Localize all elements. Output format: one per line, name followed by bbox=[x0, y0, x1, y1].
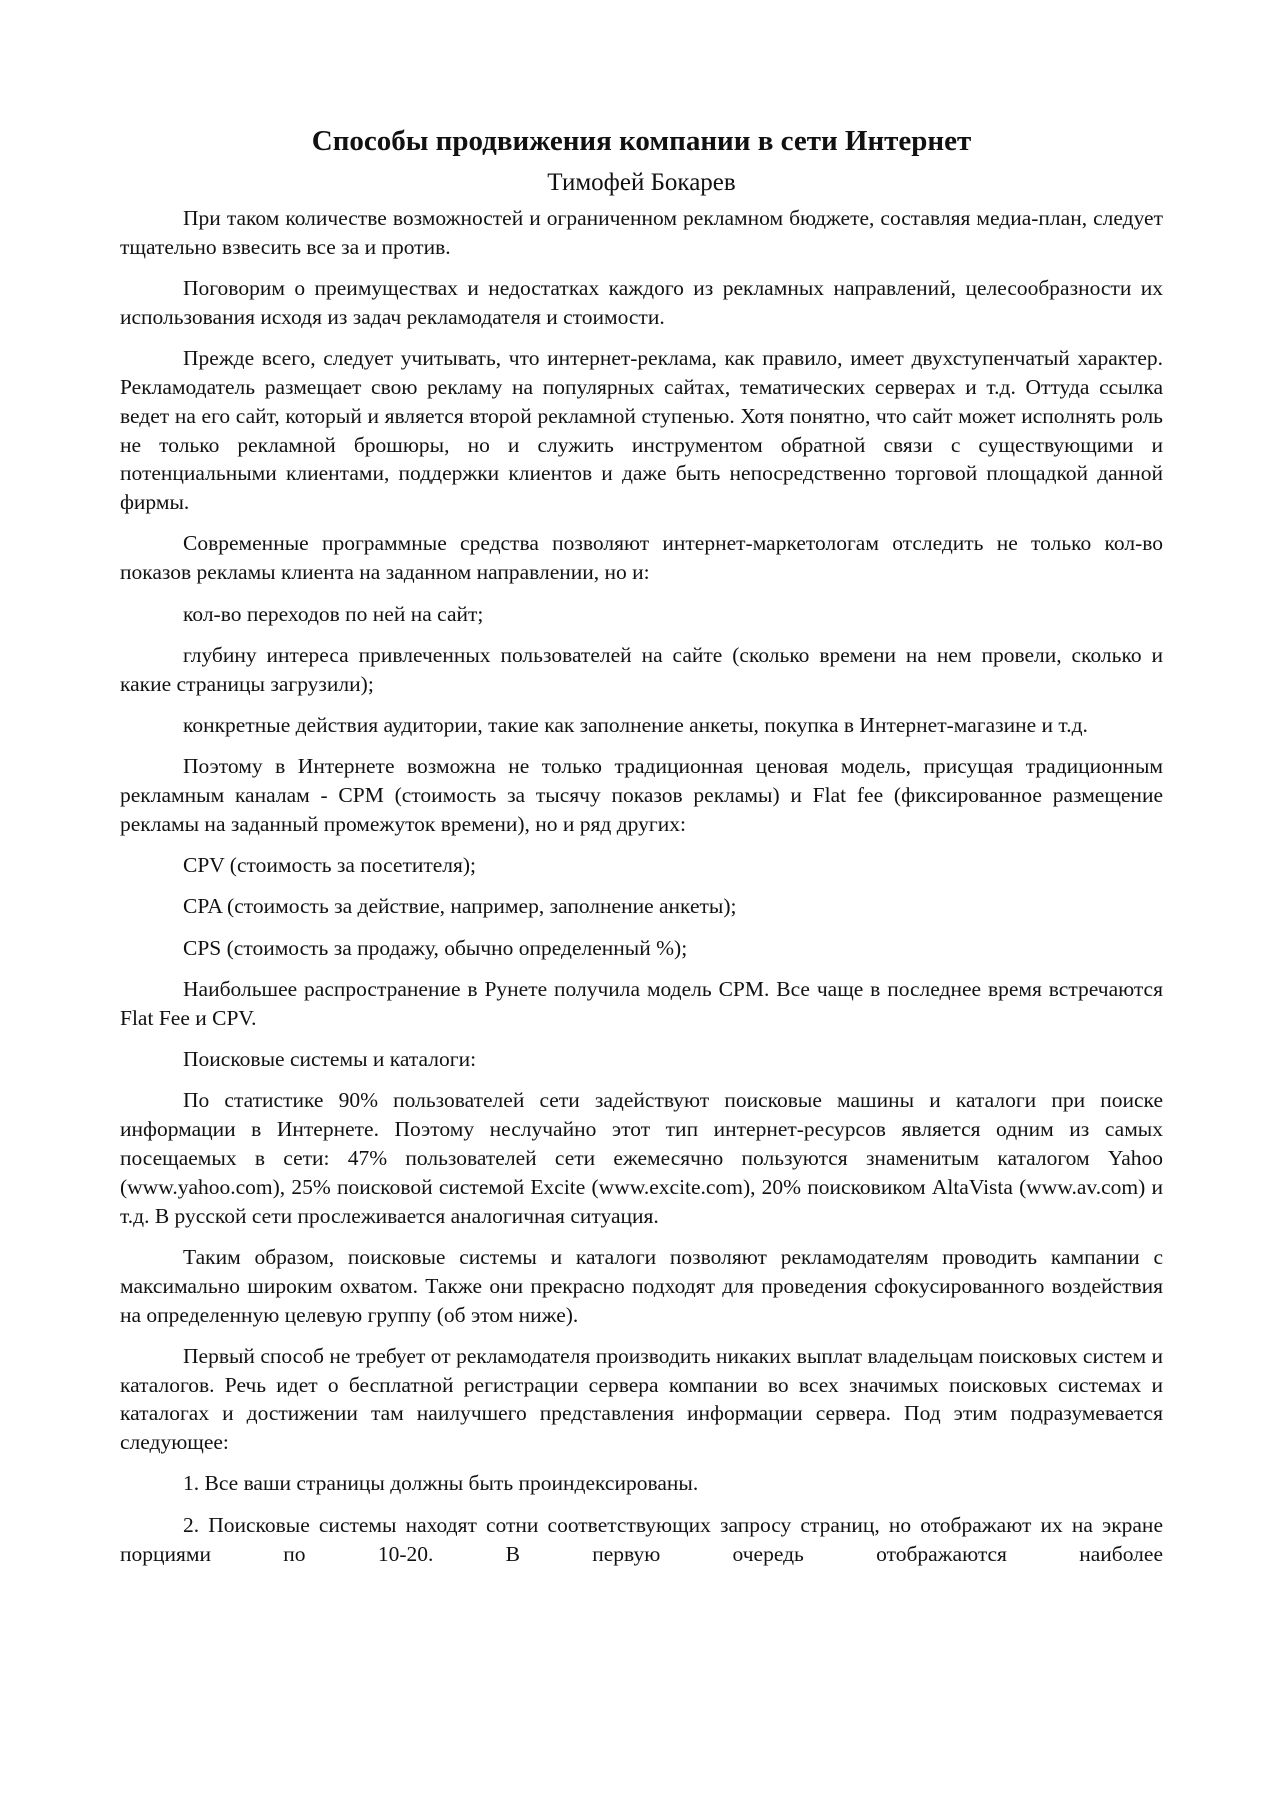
paragraph: Поисковые системы и каталоги: bbox=[183, 1047, 477, 1072]
paragraph: Прежде всего, следует учитывать, что интернет-реклама, как правило, имеет двухступенчатый характер. Рекламодатель размещает свою рекламу на популярных сайтах, тематических серверах и т.д. Оттуда ссылка ведет на его сайт, который и является второй рекламной ступенью. Хотя понятно, что сайт может исполнять роль не только рекламной брошюры, но и служить инструментом обратной связи с существующими и потенциальными клиентами, поддержки клиентов и даже быть непосредственно торговой площадкой данной фирмы. bbox=[120, 346, 1163, 515]
paragraph: Поэтому в Интернете возможна не только традиционная ценовая модель, присущая традиционным рекламным каналам - CPM (стоимость за тысячу показов рекламы) и Flat fee (фиксированное размещение рекламы на заданный промежуток времени), но и ряд других: bbox=[120, 754, 1163, 836]
paragraph: CPS (стоимость за продажу, обычно определенный %); bbox=[183, 935, 688, 960]
paragraph: CPA (стоимость за действие, например, заполнение анкеты); bbox=[183, 894, 737, 919]
paragraph: Современные программные средства позволяют интернет-маркетологам отследить не только кол-во показов рекламы клиента на заданном направлении, но и: bbox=[120, 531, 1163, 585]
paragraph: 2. Поисковые системы находят сотни соответствующих запросу страниц, но отображают их на экране порциями по 10-20. В первую очередь отображаются наиболее bbox=[120, 1512, 1163, 1566]
paragraph: глубину интереса привлеченных пользователей на сайте (сколько времени на нем провели, сколько и какие страницы загрузили); bbox=[120, 642, 1163, 696]
document-page bbox=[120, 122, 1163, 1568]
document-author: Тимофей Бокарев bbox=[547, 169, 736, 196]
paragraph: 1. Все ваши страницы должны быть проиндексированы. bbox=[183, 1471, 699, 1496]
paragraph: По статистике 90% пользователей сети задействуют поисковые машины и каталоги при поиске информации в Интернете. Поэтому неслучайно этот тип интернет-ресурсов является одним из самых посещаемых в сети: 47% пользователей сети ежемесячно пользуются знаменитым каталогом Yahoo (www.yahoo.com), 25% поисковой системой Excite (www.excite.com), 20% поисковиком AltaVista (www.av.com) и т.д. В русской сети прослеживается аналогичная ситуация. bbox=[120, 1088, 1163, 1228]
document-body bbox=[120, 204, 1163, 1568]
paragraph: Наибольшее распространение в Рунете получила модель CPM. Все чаще в последнее время встречаются Flat Fee и CPV. bbox=[120, 977, 1163, 1030]
paragraph: Первый способ не требует от рекламодателя производить никаких выплат владельцам поисковых систем и каталогов. Речь идет о бесплатной регистрации сервера компании во всех значимых поисковых системах и каталогах и достижении там наилучшего представления информации сервера. Под этим подразумевается следующее: bbox=[120, 1343, 1163, 1455]
paragraph: Таким образом, поисковые системы и каталоги позволяют рекламодателям проводить кампании с максимально широким охватом. Также они прекрасно подходят для проведения сфокусированного воздействия на определенную целевую группу (об этом ниже). bbox=[120, 1244, 1163, 1327]
paragraph: CPV (стоимость за посетителя); bbox=[183, 853, 477, 878]
paragraph: конкретные действия аудитории, такие как заполнение анкеты, покупка в Интернет-магазине и т.д. bbox=[183, 712, 1088, 737]
paragraph: кол-во переходов по ней на сайт; bbox=[183, 601, 484, 626]
paragraph: Поговорим о преимуществах и недостатках каждого из рекламных направлений, целесообразности их использования исходя из задач рекламодателя и стоимости. bbox=[120, 276, 1163, 329]
document-title: Способы продвижения компании в сети Интернет bbox=[311, 125, 972, 157]
paragraph: При таком количестве возможностей и ограниченном рекламном бюджете, составляя медиа-план, следует тщательно взвесить все за и против. bbox=[120, 206, 1163, 259]
